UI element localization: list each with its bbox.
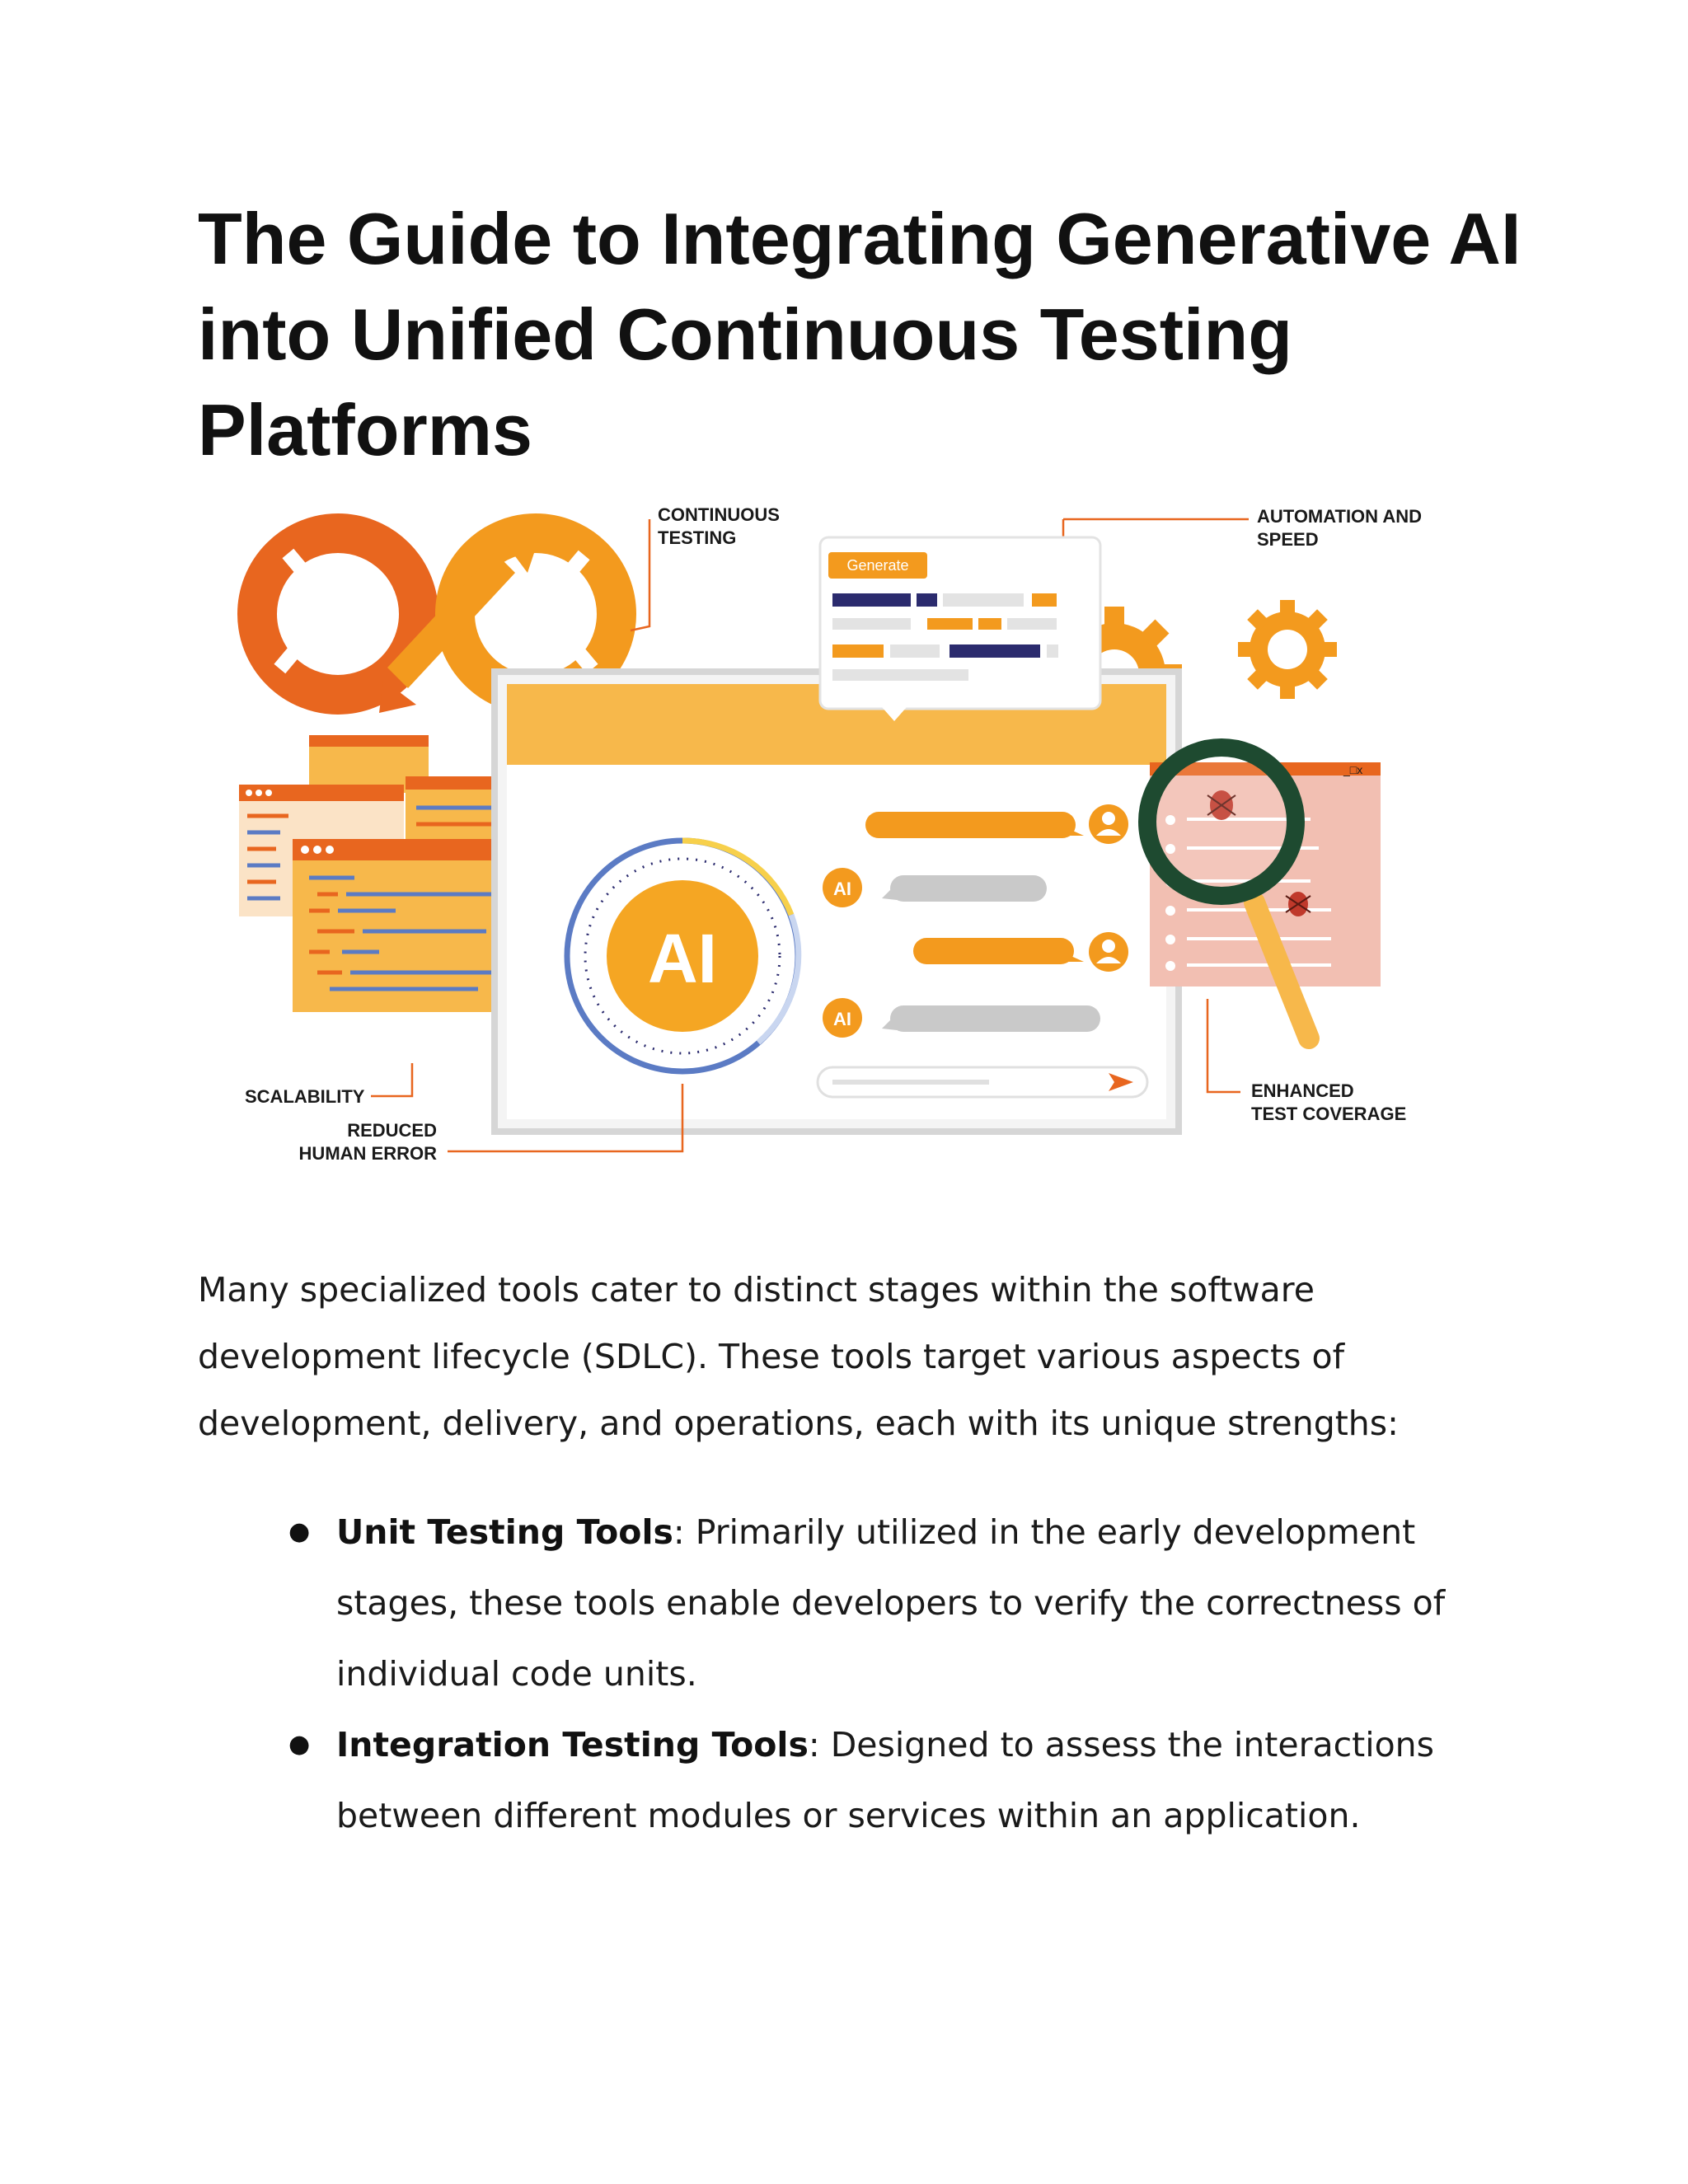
list-item-term: Integration Testing Tools [336,1725,809,1765]
generate-popup [820,537,1100,721]
callout-scalability-text: SCALABILITY [245,1086,365,1107]
bug-report-panel [1147,748,1381,1038]
bullet-icon: ● [288,1517,311,1546]
ai-avatar-label: AI [833,1009,851,1029]
callout-continuous-testing-line1: CONTINUOUS [658,504,780,525]
generative-ai-testing-illustration [231,494,1467,1187]
callout-continuous-testing [631,504,780,630]
callout-scalability [245,1063,412,1107]
generate-button-label: Generate [846,557,909,574]
chat-bubble-ai [890,875,1047,902]
list-item-description: : Primarily utilized in the early development stages, these tools enable developers to verify the correctness of individual code units. [336,1512,1446,1694]
page-title: The Guide to Integrating Generative AI into Unified Continuous Testing Platforms [198,198,1522,471]
chat-bubble-ai [890,1005,1100,1032]
callout-automation-line2: SPEED [1257,529,1319,550]
callout-coverage-line2: TEST COVERAGE [1251,1104,1407,1124]
callout-continuous-testing-line2: TESTING [658,527,737,548]
chat-bubble-user [865,812,1076,838]
chat-bubble-user [913,938,1074,964]
list-item-term: Unit Testing Tools [336,1512,673,1552]
callout-error-line1: REDUCED [347,1120,437,1141]
ai-badge-text: AI [648,920,717,997]
ai-avatar-label: AI [833,879,851,899]
tools-list [198,1497,1500,1851]
intro-paragraph: Many specialized tools cater to distinct stages within the software development lifecycle (SDLC). These tools target various aspects of development, delivery, and operations, each with its unique strengths: [198,1270,1399,1443]
callout-automation-speed [1063,506,1422,610]
list-item [198,1709,1500,1851]
list-item [198,1497,1500,1709]
callout-error-line2: HUMAN ERROR [298,1143,437,1164]
callout-automation-line1: AUTOMATION AND [1257,506,1423,527]
list-item-description: : Designed to assess the interactions between different modules or services within an application. [336,1725,1435,1835]
svg-text:_□x: _□x [1343,763,1363,776]
bullet-icon: ● [288,1730,311,1759]
callout-coverage-line1: ENHANCED [1251,1080,1354,1101]
